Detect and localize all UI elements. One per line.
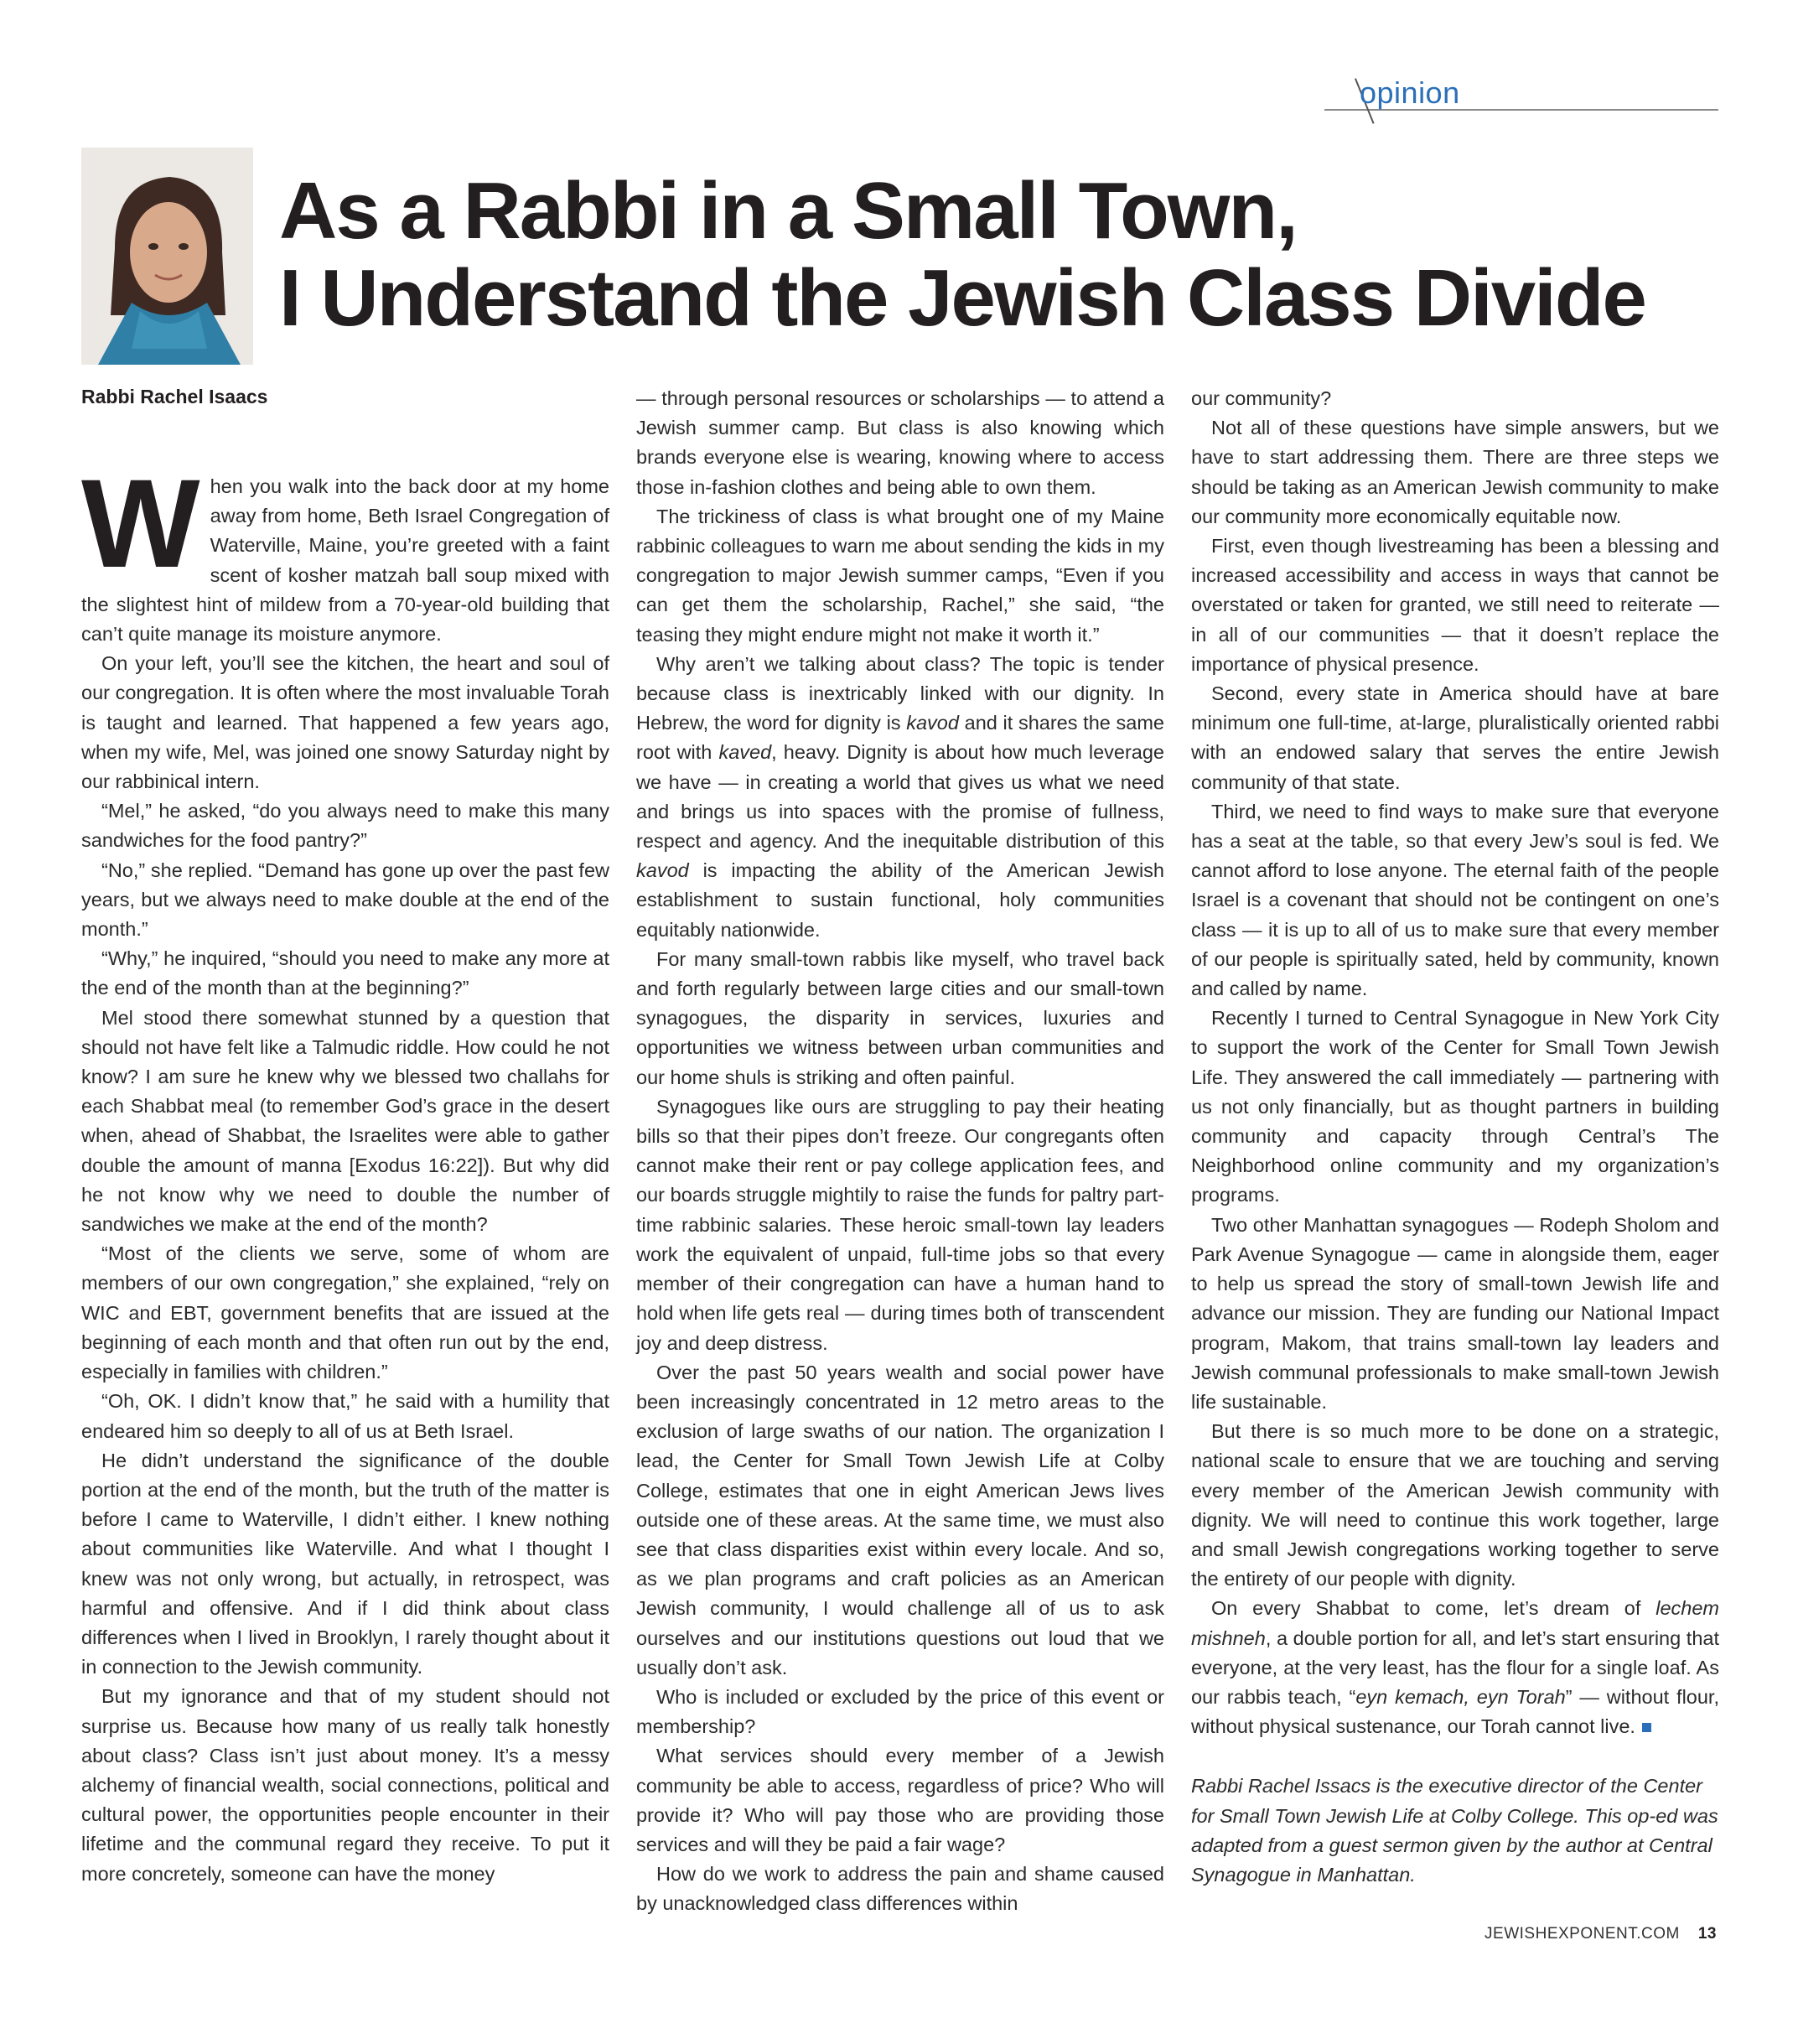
paragraph: Who is included or excluded by the price of this event or membership? — [636, 1685, 1164, 1738]
paragraph — [636, 650, 1164, 945]
paragraph: The trickiness of class is what brought one of my Maine rabbinic colleagues to warn me about sending the kids in my congregation to major Jewish summer camps, “Even if you can get them the scholarship, Rachel,” she said, “the teasing they might endure might not make it worth it.” — [636, 505, 1164, 646]
article-column-3 — [1191, 384, 1719, 1890]
article-column-2 — [636, 384, 1164, 1919]
paragraph: — through personal resources or scholarships — to attend a Jewish summer camp. But class is also knowing which brands everyone else is wearing, knowing where to access those in-fashion clothes and being able to own them. — [636, 387, 1164, 498]
paragraph — [1191, 1594, 1719, 1741]
paragraph: “Most of the clients we serve, some of whom are members of our own congregation,” she explained, “rely on WIC and EBT, government benefits that are issued at the beginning of each month and that often run out by the end, especially in families with children.” — [81, 1242, 609, 1383]
footer-site: JEWISHEXPONENT.COM — [1485, 1925, 1680, 1943]
paragraph: First, even though livestreaming has been a blessing and increased accessibility and access in ways that cannot be overstated or taken for granted, we still need to reiterate — in all of our communities — that it doesn’t replace the importance of physical presence. — [1191, 535, 1719, 675]
paragraph: our community? — [1191, 387, 1332, 409]
author-photo — [81, 148, 253, 365]
headline-line-1: As a Rabbi in a Small Town, — [279, 166, 1297, 256]
paragraph: But my ignorance and that of my student should not surprise us. Because how many of us really talk honestly about class? Class isn’t just about money. It’s a messy alchemy of financial wealth, social connections, political and cultural power, the opportunities people encounter in their lifetime and the communal regard they receive. To put it more concretely, someone can have the money — [81, 1685, 609, 1885]
page-number: 13 — [1697, 1925, 1717, 1943]
hebrew-term: eyn kemach, eyn Torah — [1355, 1685, 1566, 1708]
paragraph-text: hen you walk into the back door at my home away from home, Beth Israel Congregation of Waterville, Maine, you’re greeted with a faint scent of kosher matzah ball soup mixed with the slightest hint of mildew from a 70-year-old building that can’t quite manage its moisture anymore. — [81, 475, 609, 646]
text-run: , heavy. Dignity is about how much leverage we have — in creating a world that gives us what we need and brings us into spaces with the promise of fullness, respect and agency. And the inequitable distribution of this — [636, 741, 1165, 853]
paragraph: Third, we need to find ways to make sure that everyone has a seat at the table, so that every Jew’s soul is fed. We cannot afford to lose anyone. The eternal faith of the people Israel is a covenant that should not be contingent on one’s class — it is up to all of us to make sure that every member of our people is spiritually sated, held by community, known and called by name. — [1191, 800, 1719, 1000]
paragraph: Synagogues like ours are struggling to pay their heating bills so that their pipes don’t freeze. Our congregants often cannot make their rent or pay college application fees, and our boards struggle mightily to raise the funds for paltry part-time rabbinic salaries. These heroic small-town lay leaders work the equivalent of unpaid, full-time jobs so that every member of their congregation can have a human hand to hold when life gets real — during times both of transcendent joy and deep distress. — [636, 1095, 1164, 1354]
text-run: ” — without flour, without physical sustenance, our Torah cannot live. — [1191, 1685, 1719, 1738]
text-run: is impacting the ability of the American Jewish establishment to sustain functional, holy communities equitably nationwide. — [636, 859, 1164, 941]
author-bio: Rabbi Rachel Issacs is the executive director of the Center for Small Town Jewish Life at Colby College. This op-ed was adapted from a guest sermon given by the author at Central Synagogue in Manhattan. — [1191, 1775, 1718, 1886]
paragraph: Mel stood there somewhat stunned by a question that should not have felt like a Talmudic riddle. How could he not know? I am sure he knew why we blessed two challahs for each Shabbat meal (to remember God’s grace in the desert when, ahead of Shabbat, the Israelites were able to gather double the amount of manna [Exodus 16:22]). But why did he not know why we need to double the number of sandwiches we make at the end of the month? — [81, 1006, 609, 1236]
hebrew-term: kaved — [718, 741, 772, 764]
article-column-1 — [81, 453, 609, 1889]
hebrew-term: lechem mishneh — [1191, 1597, 1719, 1649]
paragraph: Second, every state in America should have at bare minimum one full-time, at-large, pluralistically oriented rabbi with an endowed salary that serves the entire Jewish community of that state. — [1191, 682, 1719, 793]
paragraph: What services should every member of a Jewish community be able to access, regardless of price? Who will provide it? Who will pay those who are providing those services and will they be paid a fair wage? — [636, 1745, 1164, 1855]
paragraph: “Why,” he inquired, “should you need to make any more at the end of the month than at the beginning?” — [81, 947, 609, 999]
paragraph: “Mel,” he asked, “do you always need to make this many sandwiches for the food pantry?” — [81, 800, 609, 852]
paragraph: “No,” she replied. “Demand has gone up over the past few years, but we always need to make double at the end of the month.” — [81, 859, 609, 941]
paragraph: For many small-town rabbis like myself, who travel back and forth regularly between large cities and our small-town synagogues, the disparity in services, luxuries and opportunities we witness between urban communities and our home shuls is striking and often painful. — [636, 947, 1164, 1088]
text-run: , a double portion for all, and let’s start ensuring that everyone, at the very least, has the flour for a single loaf. As our rabbis teach, “ — [1191, 1626, 1719, 1708]
paragraph: How do we work to address the pain and shame caused by unacknowledged class differences within — [636, 1863, 1164, 1915]
paragraph: Two other Manhattan synagogues — Rodeph Sholom and Park Avenue Synagogue — came in alongside them, eager to help us spread the story of small-town Jewish life and advance our mission. They are funding our National Impact program, Makom, that trains small-town lay leaders and Jewish communal professionals to make small-town Jewish life sustainable. — [1191, 1213, 1719, 1413]
paragraph: “Oh, OK. I didn’t know that,” he said with a humility that endeared him so deeply to all of us at Beth Israel. — [81, 1390, 609, 1442]
text-run: On every Shabbat to come, let’s dream of — [1211, 1597, 1656, 1620]
hebrew-term: kavod — [636, 859, 689, 882]
headline-line-2: I Understand the Jewish Class Divide — [279, 253, 1645, 343]
paragraph: Recently I turned to Central Synagogue in New York City to support the work of the Center for Small Town Jewish Life. They answered the call immediately — partnering with us not only financially, but as thought partners in building community and capacity through Central’s The Neighborhood online community and my organization’s programs. — [1191, 1007, 1719, 1206]
paragraph: Not all of these questions have simple answers, but we have to start addressing them. There are three steps we should be taking as an American Jewish community to make our community more economically equitable now. — [1191, 417, 1719, 527]
end-of-article-mark — [1642, 1723, 1651, 1732]
text-run: Why aren’t we talking about class? The topic is tender because class is inextricably linked with our dignity. In Hebrew, the word for dignity is — [636, 652, 1164, 734]
page-footer — [1485, 1925, 1717, 1943]
paragraph: On your left, you’ll see the kitchen, the heart and soul of our congregation. It is often where the most invaluable Torah is taught and learned. That happened a few years ago, when my wife, Mel, was joined one snowy Saturday night by our rabbinical intern. — [81, 652, 609, 793]
paragraph: Over the past 50 years wealth and social power have been increasingly concentrated in 12 metro areas to the exclusion of large swaths of our nation. The organization I lead, the Center for Small Town Jewish Life at Colby College, estimates that one in eight American Jews lives outside one of these areas. At the same time, we must also see that class disparities exist within every locale. And so, as we plan programs and craft policies as an American Jewish community, I would challenge all of us to ask ourselves and our institutions questions out loud that we usually don’t ask. — [636, 1361, 1164, 1678]
section-label: opinion — [1360, 75, 1460, 110]
hebrew-term: kavod — [906, 712, 959, 734]
section-tag — [1324, 74, 1718, 124]
paragraph: He didn’t understand the significance of the double portion at the end of the month, but the truth of the matter is before I came to Waterville, I didn’t either. I knew nothing about communities like Waterville. And what I thought I knew was not only wrong, but actually, in retrospect, was harmful and offensive. And if I did think about class differences when I lived in Brooklyn, I rarely thought about it in connection to the Jewish community. — [81, 1449, 609, 1678]
text-run: and it shares the same root with — [636, 712, 1164, 764]
paragraph — [81, 453, 609, 649]
drop-cap: W — [81, 453, 200, 594]
paragraph: But there is so much more to be done on a strategic, national scale to ensure that we are touching and serving every member of the American Jewish community with dignity. We will need to continue this work together, large and small Jewish congregations working together to serve the entirety of our people with dignity. — [1191, 1420, 1719, 1590]
byline: Rabbi Rachel Isaacs — [81, 386, 268, 407]
headline — [279, 168, 1721, 342]
